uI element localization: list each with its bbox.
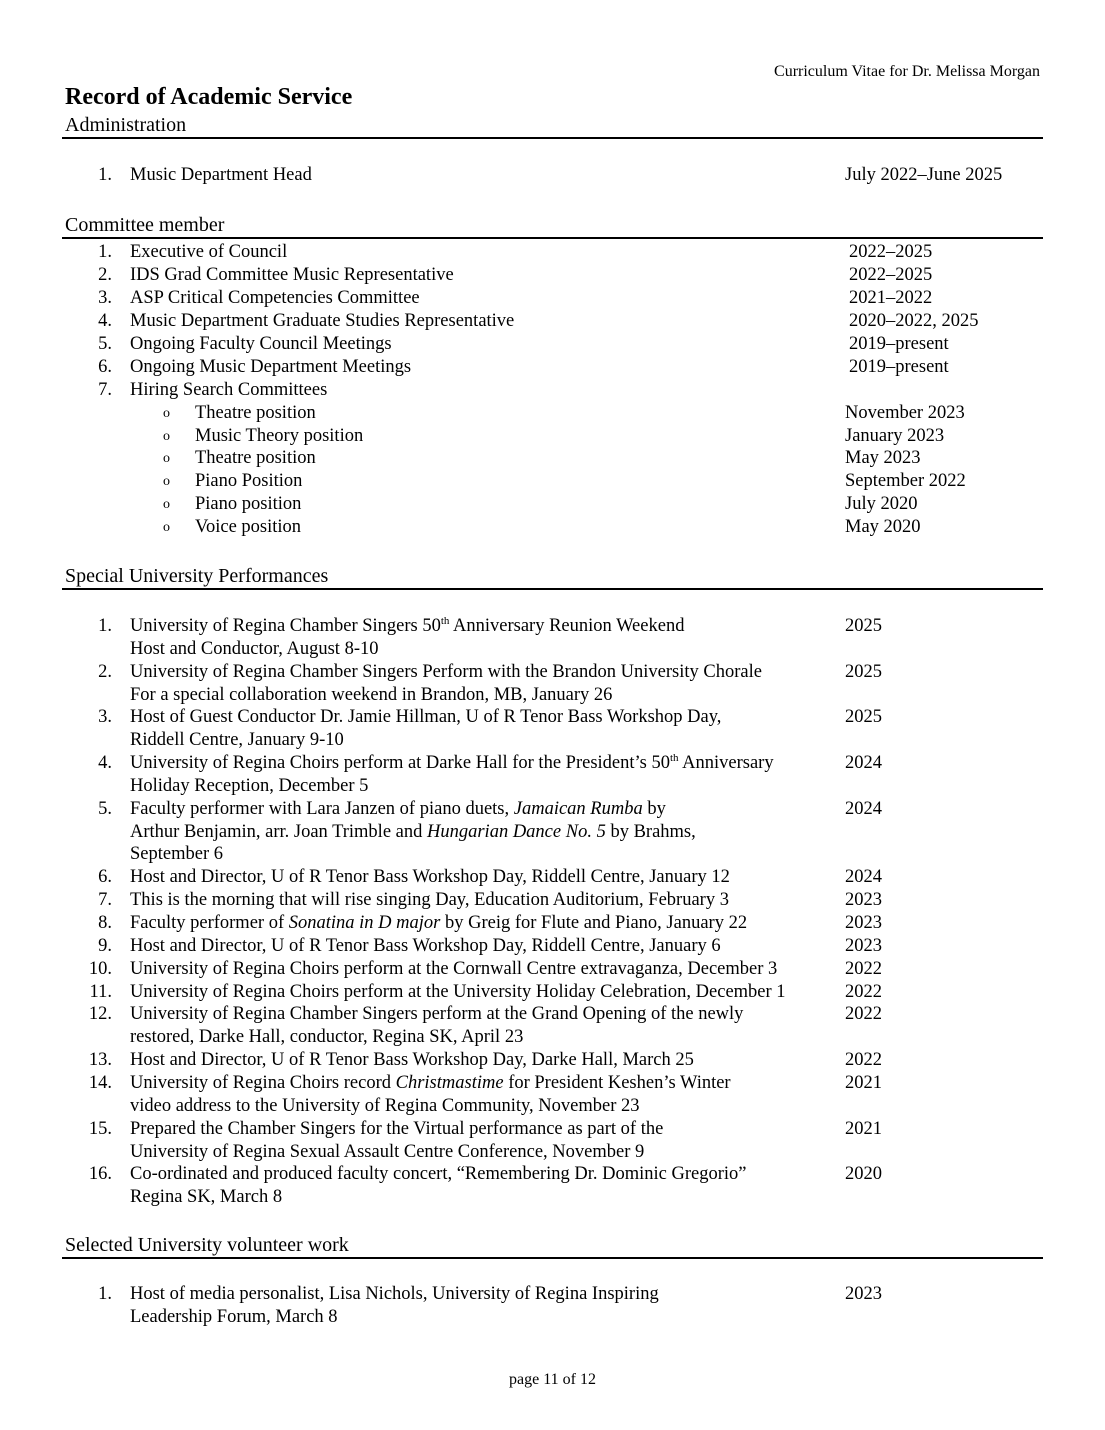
- item-text: [130, 798, 666, 821]
- item-text: [130, 615, 684, 638]
- item-text-line3: September 6: [130, 844, 223, 864]
- work-title: Christmastime: [395, 1073, 504, 1093]
- item-text-part: Anniversary: [678, 753, 774, 773]
- section-heading-committee: Committee member: [62, 213, 1043, 239]
- item-number: 9.: [98, 936, 112, 956]
- item-text-part: Faculty performer with Lara Janzen of piano duets,: [130, 799, 514, 819]
- ordinal-suffix: th: [669, 751, 679, 764]
- item-text-line2: For a special collaboration weekend in Brandon, MB, January 26: [130, 685, 613, 705]
- item-date: 2025: [845, 616, 882, 636]
- item-text-part: by: [642, 799, 666, 819]
- item-number: 5.: [98, 334, 112, 354]
- item-text: Ongoing Music Department Meetings: [130, 357, 412, 377]
- item-text: Music Theory position: [195, 426, 364, 446]
- item-text: University of Regina Chamber Singers perform at the Grand Opening of the newly: [130, 1004, 744, 1024]
- item-number: 7.: [98, 890, 112, 910]
- item-text-line2: Leadership Forum, March 8: [130, 1307, 338, 1327]
- item-number: 6.: [98, 357, 112, 377]
- item-date: 2021: [845, 1119, 882, 1139]
- item-number: 3.: [98, 288, 112, 308]
- item-text-line2: Riddell Centre, January 9-10: [130, 730, 344, 750]
- item-text: Hiring Search Committees: [130, 380, 328, 400]
- item-date: 2022–2025: [849, 265, 933, 285]
- item-date: 2025: [845, 707, 882, 727]
- item-text: Prepared the Chamber Singers for the Virtual performance as part of the: [130, 1119, 664, 1139]
- item-text: Music Department Head: [130, 165, 312, 185]
- item-date: 2024: [845, 753, 882, 773]
- item-text-line2: Regina SK, March 8: [130, 1187, 283, 1207]
- item-date: January 2023: [845, 426, 945, 446]
- item-number: 11.: [89, 982, 112, 1002]
- item-text: Voice position: [195, 517, 302, 537]
- item-text-line2: Host and Conductor, August 8-10: [130, 639, 379, 659]
- item-text-line2: University of Regina Sexual Assault Centre Conference, November 9: [130, 1142, 645, 1162]
- item-number: 1.: [98, 242, 112, 262]
- item-number: 1.: [98, 165, 112, 185]
- item-number: 7.: [98, 380, 112, 400]
- item-date: May 2023: [845, 448, 921, 468]
- item-text-part: Anniversary Reunion Weekend: [449, 616, 685, 636]
- page-number: page 11 of 12: [509, 1371, 596, 1388]
- item-number: 8.: [98, 913, 112, 933]
- item-date: 2019–present: [849, 334, 949, 354]
- item-date: 2023: [845, 1284, 882, 1304]
- item-text: IDS Grad Committee Music Representative: [130, 265, 454, 285]
- item-text: Host of media personalist, Lisa Nichols, University of Regina Inspiring: [130, 1284, 659, 1304]
- item-date: 2023: [845, 890, 882, 910]
- page-title: Record of Academic Service: [65, 84, 353, 110]
- item-date: 2024: [845, 799, 882, 819]
- item-text: ASP Critical Competencies Committee: [130, 288, 420, 308]
- item-number: 12.: [88, 1004, 112, 1024]
- section-heading-volunteer: Selected University volunteer work: [62, 1233, 1043, 1259]
- item-text-part: for President Keshen’s Winter: [503, 1073, 731, 1093]
- volunteer-section: [62, 1233, 1043, 1327]
- section-heading-performances: Special University Performances: [62, 564, 1043, 590]
- item-text-line2: restored, Darke Hall, conductor, Regina SK, April 23: [130, 1027, 524, 1047]
- item-text: University of Regina Chamber Singers Perform with the Brandon University Chorale: [130, 662, 762, 682]
- item-date: 2021–2022: [849, 288, 933, 308]
- item-text-line2: Holiday Reception, December 5: [130, 776, 369, 796]
- item-number: 2.: [98, 662, 112, 682]
- item-text: Theatre position: [195, 448, 316, 468]
- bullet-circle-icon: o: [163, 497, 170, 512]
- item-number: 6.: [98, 867, 112, 887]
- item-date: 2019–present: [849, 357, 949, 377]
- item-date: 2022: [845, 959, 882, 979]
- committee-section: [62, 213, 1043, 537]
- item-text: Host and Director, U of R Tenor Bass Workshop Day, Riddell Centre, January 12: [130, 867, 730, 887]
- performances-section: [62, 564, 1043, 1207]
- item-text: Theatre position: [195, 403, 316, 423]
- item-text: Host and Director, U of R Tenor Bass Workshop Day, Riddell Centre, January 6: [130, 936, 721, 956]
- work-title: Jamaican Rumba: [513, 799, 643, 819]
- ordinal-suffix: th: [440, 614, 450, 627]
- item-text: Ongoing Faculty Council Meetings: [130, 334, 392, 354]
- item-text: This is the morning that will rise singing Day, Education Auditorium, February 3: [130, 890, 729, 910]
- item-date: 2025: [845, 662, 882, 682]
- section-heading-administration: Administration: [62, 113, 1043, 139]
- item-text: [130, 752, 774, 775]
- item-date: July 2020: [845, 494, 918, 514]
- item-number: 4.: [98, 311, 112, 331]
- item-date: 2020–2022, 2025: [849, 311, 979, 331]
- item-text: University of Regina Choirs perform at the University Holiday Celebration, December 1: [130, 982, 786, 1002]
- running-header: Curriculum Vitae for Dr. Melissa Morgan: [774, 63, 1040, 80]
- item-number: 13.: [88, 1050, 112, 1070]
- item-number: 14.: [88, 1073, 112, 1093]
- item-date: 2021: [845, 1073, 882, 1093]
- item-date: 2022–2025: [849, 242, 933, 262]
- item-text-part: Arthur Benjamin, arr. Joan Trimble and: [130, 822, 427, 842]
- item-text: Piano Position: [195, 471, 303, 491]
- item-text-part: Faculty performer of: [130, 913, 289, 933]
- item-number: 1.: [98, 1284, 112, 1304]
- item-date: 2020: [845, 1164, 882, 1184]
- item-text: Music Department Graduate Studies Representative: [130, 311, 515, 331]
- item-date: May 2020: [845, 517, 921, 537]
- item-number: 5.: [98, 799, 112, 819]
- item-text: Host and Director, U of R Tenor Bass Workshop Day, Darke Hall, March 25: [130, 1050, 694, 1070]
- item-text: Co-ordinated and produced faculty concert, “Remembering Dr. Dominic Gregorio”: [130, 1164, 747, 1184]
- item-date: July 2022–June 2025: [845, 165, 1003, 185]
- bullet-circle-icon: o: [163, 520, 170, 535]
- item-number: 16.: [88, 1164, 112, 1184]
- item-date: November 2023: [845, 403, 965, 423]
- item-date: September 2022: [845, 471, 966, 491]
- item-number: 2.: [98, 265, 112, 285]
- item-date: 2022: [845, 1004, 882, 1024]
- item-text: [130, 912, 747, 935]
- work-title: Hungarian Dance No. 5: [427, 822, 606, 842]
- item-text-line2: [130, 821, 696, 844]
- administration-section: [62, 113, 1043, 185]
- item-text-part: University of Regina Choirs record: [130, 1073, 396, 1093]
- item-text: Piano position: [195, 494, 302, 514]
- item-text-part: by Brahms,: [605, 822, 696, 842]
- bullet-circle-icon: o: [163, 406, 170, 421]
- item-text: University of Regina Choirs perform at the Cornwall Centre extravaganza, December 3: [130, 959, 778, 979]
- item-date: 2023: [845, 936, 882, 956]
- item-number: 1.: [98, 616, 112, 636]
- item-number: 3.: [98, 707, 112, 727]
- item-text: Host of Guest Conductor Dr. Jamie Hillman, U of R Tenor Bass Workshop Day,: [130, 707, 722, 727]
- item-text: Executive of Council: [130, 242, 288, 262]
- item-number: 15.: [88, 1119, 112, 1139]
- item-date: 2022: [845, 1050, 882, 1070]
- item-number: 10.: [88, 959, 112, 979]
- bullet-circle-icon: o: [163, 474, 170, 489]
- item-date: 2023: [845, 913, 882, 933]
- work-title: Sonatina in D major: [288, 913, 441, 933]
- bullet-circle-icon: o: [163, 429, 170, 444]
- item-number: 4.: [98, 753, 112, 773]
- item-date: 2022: [845, 982, 882, 1002]
- item-date: 2024: [845, 867, 882, 887]
- item-text-line2: video address to the University of Regina Community, November 23: [130, 1096, 640, 1116]
- item-text: [130, 1072, 731, 1095]
- item-text-part: University of Regina Chamber Singers 50: [130, 616, 441, 636]
- item-text-part: University of Regina Choirs perform at Darke Hall for the President’s 50: [130, 753, 670, 773]
- item-text-part: by Greig for Flute and Piano, January 22: [440, 913, 748, 933]
- bullet-circle-icon: o: [163, 451, 170, 466]
